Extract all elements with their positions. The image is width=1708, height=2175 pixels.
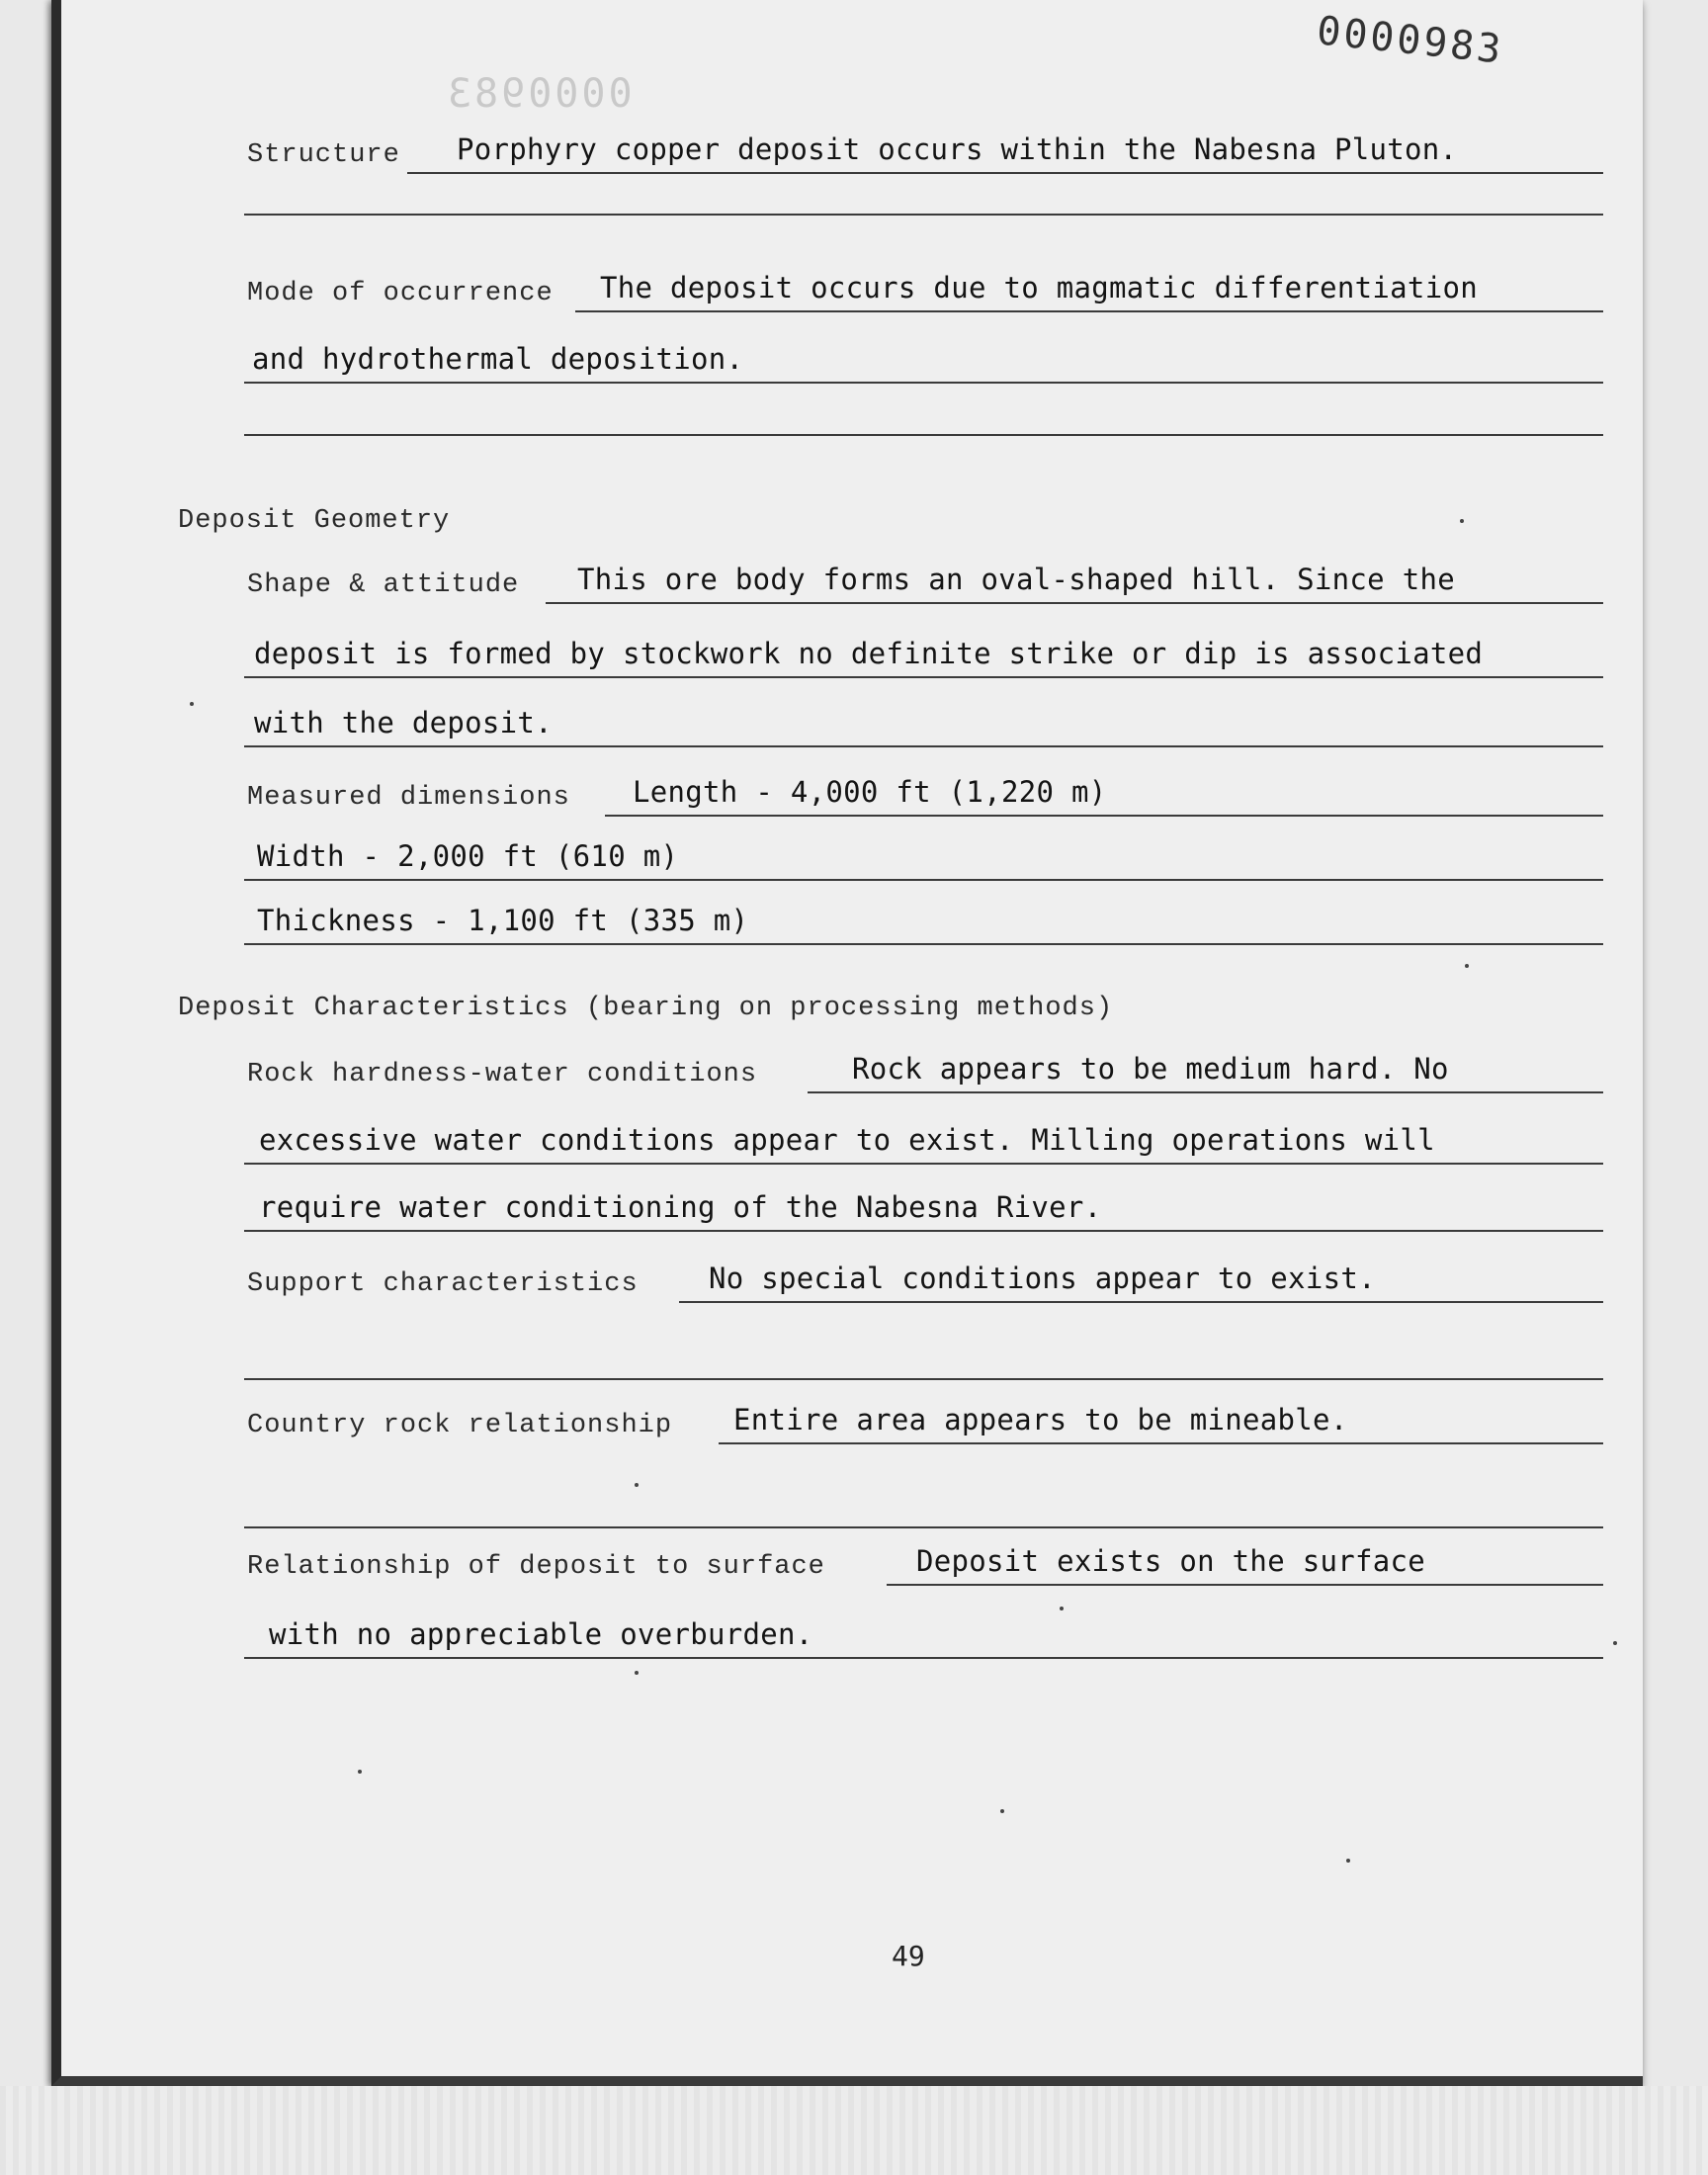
page-number: 49	[892, 1940, 925, 1972]
structure-value: Porphyry copper deposit occurs within the Nabesna Pluton.	[457, 132, 1458, 166]
underline	[244, 1163, 1603, 1165]
country-label: Country rock relationship	[247, 1411, 673, 1440]
support-value: No special conditions appear to exist.	[709, 1262, 1376, 1295]
shape-value-3: with the deposit.	[254, 706, 553, 740]
mode-value-1: The deposit occurs due to magmatic differentiation	[600, 271, 1478, 304]
underline	[407, 172, 1603, 174]
length-value: Length - 4,000 ft (1,220 m)	[633, 775, 1107, 809]
underline	[679, 1301, 1603, 1303]
scan-speck	[358, 1770, 362, 1774]
underline	[244, 745, 1603, 747]
dimensions-label: Measured dimensions	[247, 783, 570, 813]
rock-value-2: excessive water conditions appear to exist. Milling operations will	[259, 1123, 1435, 1157]
underline	[244, 434, 1603, 436]
scan-speck	[1465, 964, 1469, 968]
underline	[244, 943, 1603, 945]
underline	[244, 1378, 1603, 1380]
scan-speck	[635, 1483, 639, 1487]
scan-speck	[1346, 1859, 1350, 1863]
rock-value-3: require water conditioning of the Nabesna River.	[259, 1190, 1102, 1224]
underline	[244, 1526, 1603, 1528]
underline	[808, 1091, 1603, 1093]
surface-value-1: Deposit exists on the surface	[916, 1544, 1426, 1578]
underline	[244, 676, 1603, 678]
deposit-characteristics-heading: Deposit Characteristics (bearing on processing methods)	[178, 994, 1114, 1023]
mode-label: Mode of occurrence	[247, 279, 554, 308]
underline	[605, 815, 1603, 817]
scan-speck	[1000, 1809, 1004, 1813]
underline	[719, 1442, 1603, 1444]
underline	[244, 382, 1603, 384]
underline	[244, 1230, 1603, 1232]
surface-label: Relationship of deposit to surface	[247, 1552, 825, 1582]
structure-label: Structure	[247, 140, 400, 170]
mode-value-2: and hydrothermal deposition.	[252, 342, 744, 376]
bleed-through-number: 0000983	[445, 71, 633, 117]
country-value: Entire area appears to be mineable.	[733, 1403, 1348, 1436]
underline	[546, 602, 1603, 604]
scanner-bed	[0, 2086, 1708, 2175]
underline	[244, 879, 1603, 881]
scan-speck	[1060, 1607, 1064, 1610]
scan-speck	[1613, 1641, 1617, 1645]
scan-speck	[1460, 519, 1464, 523]
underline	[244, 214, 1603, 216]
underline	[887, 1584, 1603, 1586]
shape-value-2: deposit is formed by stockwork no definite strike or dip is associated	[254, 637, 1484, 670]
surface-value-2: with no appreciable overburden.	[269, 1617, 813, 1651]
thickness-value: Thickness - 1,100 ft (335 m)	[257, 904, 749, 937]
underline	[575, 310, 1603, 312]
deposit-geometry-heading: Deposit Geometry	[178, 506, 451, 536]
shape-label: Shape & attitude	[247, 570, 520, 600]
support-label: Support characteristics	[247, 1269, 639, 1299]
scan-speck	[190, 702, 194, 706]
document-page	[51, 0, 1643, 2086]
document-number: 0000983	[1315, 8, 1506, 73]
shape-value-1: This ore body forms an oval-shaped hill. Since the	[577, 563, 1455, 596]
rock-value-1: Rock appears to be medium hard. No	[852, 1052, 1449, 1086]
rock-label: Rock hardness-water conditions	[247, 1060, 758, 1089]
scan-speck	[635, 1671, 639, 1675]
underline	[244, 1657, 1603, 1659]
width-value: Width - 2,000 ft (610 m)	[257, 839, 679, 873]
